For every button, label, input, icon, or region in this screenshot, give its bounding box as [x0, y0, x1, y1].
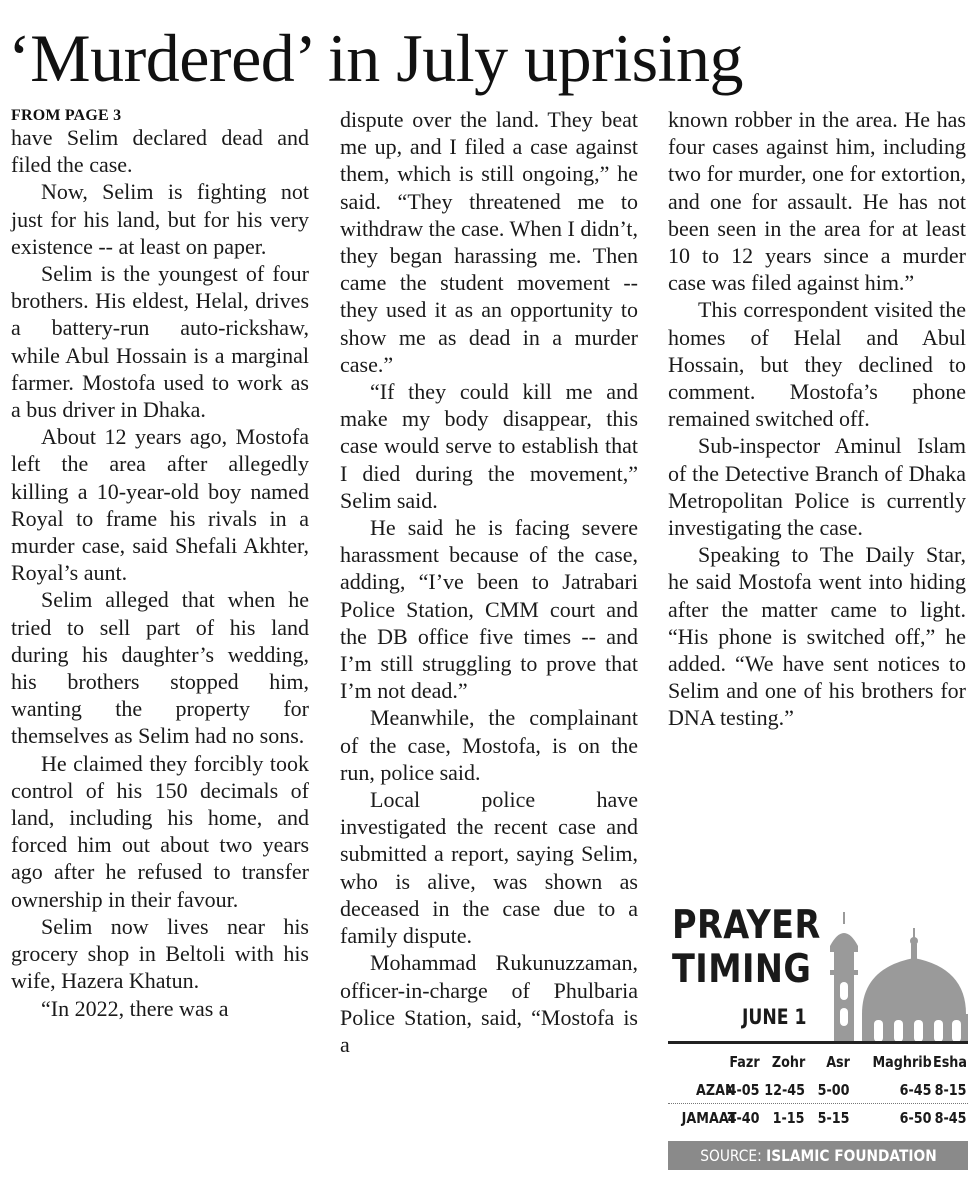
paragraph: He claimed they forcibly took control of his 150 decimals of land, including his home, and forced him out about two years ago after he refused to transfer ownership in their favour.	[11, 750, 309, 912]
article-column-1	[11, 106, 309, 1022]
prayer-date: JUNE 1	[742, 1005, 807, 1029]
header-asr: Asr	[826, 1053, 850, 1071]
source-label: SOURCE:	[699, 1146, 762, 1165]
prayer-title-line-2: TIMING	[672, 947, 812, 992]
time-cell: 4-40	[728, 1109, 760, 1127]
paragraph: Now, Selim is fighting not just for his land, but for his very existence -- at least on paper.	[11, 179, 309, 259]
row-label-azan: AZAN	[696, 1081, 736, 1099]
paragraph: “In 2022, there was a	[41, 995, 229, 1021]
source-name: ISLAMIC FOUNDATION	[765, 1146, 937, 1165]
paragraph: “If they could kill me and make my body disappear, this case would serve to establish that I died during the movement,” Selim said.	[340, 379, 638, 513]
paragraph: Speaking to The Daily Star, he said Mostofa went into hiding after the matter came to light. “His phone is switched off,” he added. “We have sent notices to Selim and one of his brothers for DNA testing.”	[668, 542, 966, 731]
time-cell: 12-45	[764, 1081, 805, 1099]
prayer-table-header	[668, 1048, 968, 1076]
prayer-timing-title	[672, 904, 821, 992]
prayer-table	[668, 1048, 968, 1132]
paragraph: Meanwhile, the complainant of the case, Mostofa, is on the run, police said.	[340, 705, 638, 785]
mosque-icon	[818, 904, 968, 1042]
prayer-timing-box	[668, 896, 968, 1173]
paragraph: About 12 years ago, Mostofa left the area after allegedly killing a 10-year-old boy named Royal to frame his rivals in a murder case, said Shefali Akhter, Royal’s aunt.	[11, 424, 309, 586]
continued-from-label: FROM PAGE 3	[11, 107, 122, 124]
prayer-divider	[668, 1041, 968, 1044]
header-zohr: Zohr	[771, 1053, 805, 1071]
time-cell: 1-15	[773, 1109, 805, 1127]
time-cell: 8-45	[935, 1109, 967, 1127]
paragraph: dispute over the land. They beat me up, and I filed a case against them, which is still ongoing,” he said. “They threatened me to withdraw the case. When I didn’t, they began harassing me. Then came the student movement -- they used it as an opportunity to show me as dead in a murder case.”	[340, 107, 638, 377]
paragraph: Mohammad Rukunuzzaman, officer-in-charge of Phulbaria Police Station, said, “Mostofa is a	[340, 950, 638, 1057]
paragraph: Selim now lives near his grocery shop in Beltoli with his wife, Hazera Khatun.	[11, 913, 309, 994]
paragraph: He said he is facing severe harassment because of the case, adding, “I’ve been to Jatrabari Police Station, CMM court and the DB office five times -- and I’m still struggling to prove that I’m not dead.”	[340, 515, 638, 704]
paragraph: have Selim declared dead and filed the case.	[11, 125, 309, 178]
time-cell: 6-50	[900, 1109, 932, 1127]
paragraph: Sub-inspector Aminul Islam of the Detective Branch of Dhaka Metropolitan Police is currently investigating the case.	[668, 433, 966, 541]
headline: ‘Murdered’ in July uprising	[8, 20, 743, 96]
paragraph: This correspondent visited the homes of Helal and Abul Hossain, but they declined to comment. Mostofa’s phone remained switched off.	[668, 297, 966, 432]
prayer-title-line-1: PRAYER	[672, 903, 821, 948]
paragraph: known robber in the area. He has four cases against him, including two for murder, one for extortion, and one for assault. He has not been seen in the area for at least 10 to 12 years since a murder case was filed against him.”	[668, 107, 966, 296]
header-maghrib: Maghrib	[872, 1053, 932, 1071]
header-fazr: Fazr	[729, 1053, 760, 1071]
time-cell: 8-15	[935, 1081, 967, 1099]
article-column-2	[340, 106, 638, 1058]
header-esha: Esha	[933, 1053, 967, 1071]
table-row	[668, 1076, 968, 1104]
time-cell: 6-45	[900, 1081, 932, 1099]
time-cell: 5-00	[818, 1081, 850, 1099]
time-cell: 5-15	[818, 1109, 850, 1127]
paragraph: Selim is the youngest of four brothers. His eldest, Helal, drives a battery-run auto-rickshaw, while Abul Hossain is a marginal farmer. Mostofa used to work as a bus driver in Dhaka.	[11, 261, 309, 423]
paragraph: Selim alleged that when he tried to sell part of his land during his daughter’s wedding, his brothers stopped him, wanting the property for themselves as Selim had no sons.	[11, 587, 309, 749]
table-row	[668, 1104, 968, 1132]
source-bar	[668, 1141, 968, 1170]
row-label-jamaat: JAMAAT	[681, 1109, 736, 1127]
paragraph: Local police have investigated the recent case and submitted a report, saying Selim, who is alive, was shown as deceased in the case due to a family dispute.	[340, 787, 638, 949]
time-cell: 4-05	[728, 1081, 760, 1099]
article-column-3	[668, 106, 966, 732]
